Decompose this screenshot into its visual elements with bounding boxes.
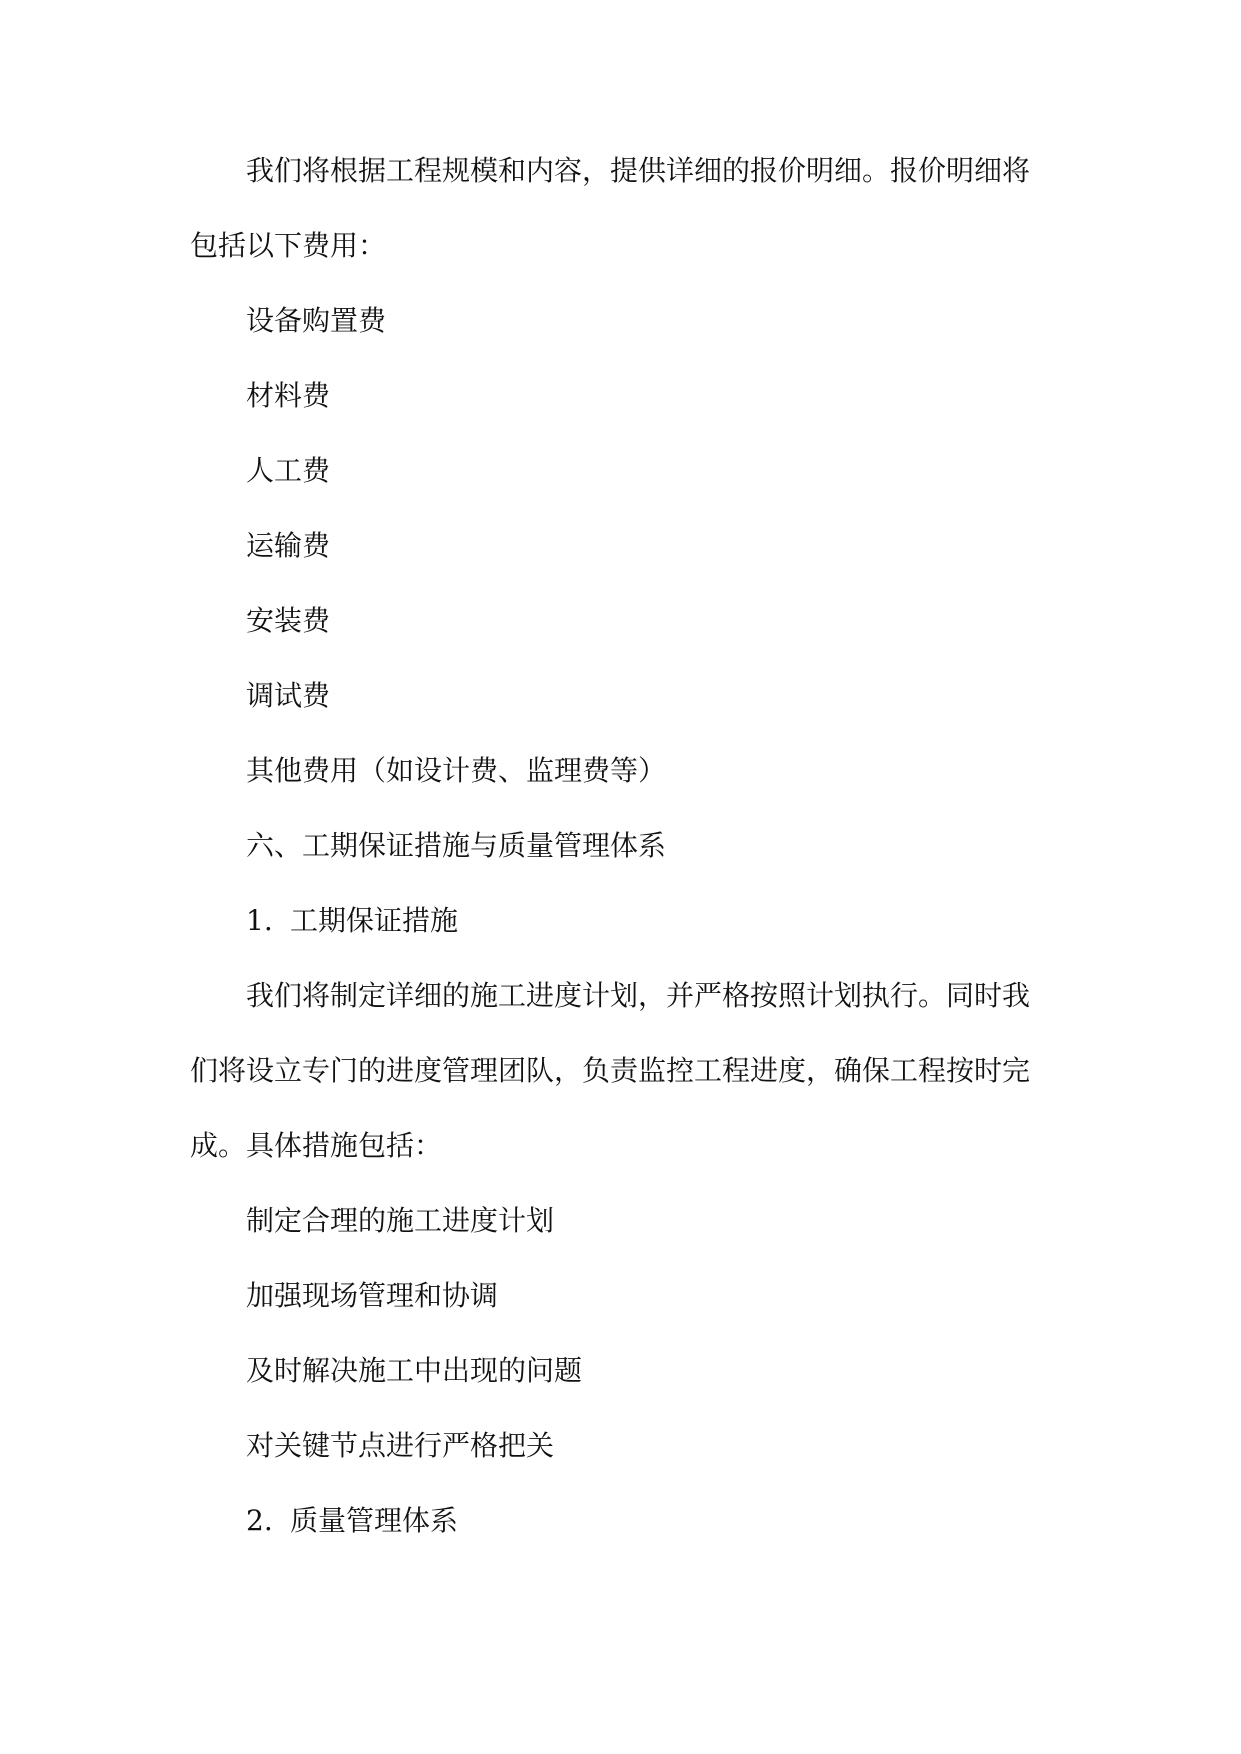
fee-item: 运输费 <box>246 529 331 562</box>
subsection-heading <box>246 904 459 937</box>
fee-item: 调试费 <box>246 679 331 712</box>
paragraph-line: 我们将制定详细的施工进度计划，并严格按照计划执行。同时我 <box>246 979 1031 1012</box>
paragraph-line: 我们将根据工程规模和内容，提供详细的报价明细。报价明细将 <box>246 154 1031 187</box>
paragraph-line: 成。具体措施包括： <box>190 1129 443 1162</box>
fee-item: 其他费用（如设计费、监理费等） <box>246 754 667 787</box>
measure-item: 对关键节点进行严格把关 <box>246 1429 555 1462</box>
fee-item: 安装费 <box>246 604 331 637</box>
fee-item: 材料费 <box>246 379 331 412</box>
paragraph-line: 们将设立专门的进度管理团队，负责监控工程进度，确保工程按时完 <box>190 1054 1031 1087</box>
fee-item: 设备购置费 <box>246 304 387 337</box>
paragraph-line: 包括以下费用： <box>190 229 387 262</box>
subsection-number: 2. <box>246 1504 273 1537</box>
subsection-heading <box>246 1504 459 1537</box>
fee-item: 人工费 <box>246 454 331 487</box>
measure-item: 加强现场管理和协调 <box>246 1279 499 1312</box>
subsection-title: 工期保证措施 <box>290 904 459 937</box>
measure-item: 制定合理的施工进度计划 <box>246 1204 555 1237</box>
measure-item: 及时解决施工中出现的问题 <box>246 1354 583 1387</box>
subsection-title: 质量管理体系 <box>290 1504 459 1537</box>
section-heading: 六、工期保证措施与质量管理体系 <box>246 829 667 862</box>
subsection-number: 1. <box>246 904 273 937</box>
